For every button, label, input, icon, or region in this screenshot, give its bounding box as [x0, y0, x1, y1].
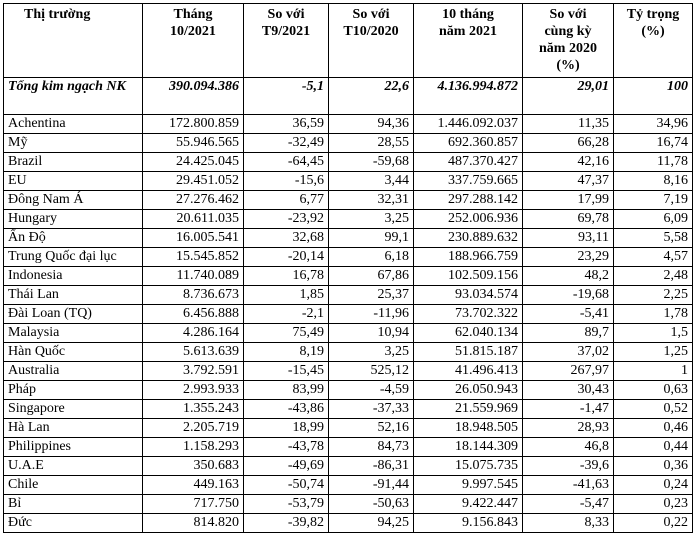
table-row [4, 457, 693, 476]
vs-same-period: -41,63 [523, 476, 614, 495]
header-line: cùng kỳ [544, 24, 592, 39]
header-line: 10/2021 [170, 24, 216, 39]
import-market-table [3, 3, 693, 533]
vs-same-period: 46,8 [523, 438, 614, 457]
vs-prev-year-month: -37,33 [329, 400, 414, 419]
share: 0,23 [614, 495, 693, 514]
month-value: 55.946.565 [143, 134, 244, 153]
month-value: 16.005.541 [143, 229, 244, 248]
market-name: Ấn Độ [4, 229, 143, 248]
share: 0,46 [614, 419, 693, 438]
vs-same-period: -5,41 [523, 305, 614, 324]
vs-prev-month: -49,69 [244, 457, 329, 476]
header-line: năm 2021 [439, 24, 497, 39]
header-ten-month [414, 4, 523, 78]
vs-prev-year-month: 84,73 [329, 438, 414, 457]
vs-prev-year-month: -11,96 [329, 305, 414, 324]
vs-prev-month: -15,45 [244, 362, 329, 381]
vs-prev-year-month: 3,25 [329, 343, 414, 362]
market-name: Indonesia [4, 267, 143, 286]
vs-prev-month: 36,59 [244, 115, 329, 134]
ten-month-value: 18.948.505 [414, 419, 523, 438]
vs-prev-month: -39,82 [244, 514, 329, 533]
ten-month-value: 18.144.309 [414, 438, 523, 457]
month-value: 27.276.462 [143, 191, 244, 210]
vs-prev-year-month: -91,44 [329, 476, 414, 495]
share: 0,24 [614, 476, 693, 495]
vs-prev-month: -15,6 [244, 172, 329, 191]
table-row [4, 400, 693, 419]
vs-prev-month: -43,86 [244, 400, 329, 419]
vs-prev-month: 6,77 [244, 191, 329, 210]
market-name: Hungary [4, 210, 143, 229]
total-vs-prev-month: -5,1 [244, 78, 329, 115]
header-vs-t10 [329, 4, 414, 78]
total-label: Tổng kim ngạch NK [4, 78, 143, 115]
ten-month-value: 230.889.632 [414, 229, 523, 248]
ten-month-value: 62.040.134 [414, 324, 523, 343]
market-name: Trung Quốc đại lục [4, 248, 143, 267]
header-vs-same-period [523, 4, 614, 78]
ten-month-value: 1.446.092.037 [414, 115, 523, 134]
vs-prev-month: -20,14 [244, 248, 329, 267]
month-value: 1.355.243 [143, 400, 244, 419]
vs-prev-year-month: 28,55 [329, 134, 414, 153]
table-row [4, 115, 693, 134]
total-vs-same-period: 29,01 [523, 78, 614, 115]
month-value: 449.163 [143, 476, 244, 495]
header-market [4, 4, 143, 78]
ten-month-value: 102.509.156 [414, 267, 523, 286]
table-row [4, 286, 693, 305]
vs-same-period: 28,93 [523, 419, 614, 438]
vs-same-period: 48,2 [523, 267, 614, 286]
vs-same-period: 69,78 [523, 210, 614, 229]
vs-same-period: 17,99 [523, 191, 614, 210]
table-row [4, 305, 693, 324]
vs-prev-month: -53,79 [244, 495, 329, 514]
month-value: 2.993.933 [143, 381, 244, 400]
table-row [4, 210, 693, 229]
share: 6,09 [614, 210, 693, 229]
ten-month-value: 692.360.857 [414, 134, 523, 153]
ten-month-value: 73.702.322 [414, 305, 523, 324]
share: 0,36 [614, 457, 693, 476]
vs-prev-year-month: 52,16 [329, 419, 414, 438]
vs-same-period: 66,28 [523, 134, 614, 153]
share: 0,63 [614, 381, 693, 400]
vs-same-period: -39,6 [523, 457, 614, 476]
header-line: Tỷ trọng [626, 7, 680, 22]
header-share [614, 4, 693, 78]
ten-month-value: 9.997.545 [414, 476, 523, 495]
ten-month-value: 15.075.735 [414, 457, 523, 476]
table-row [4, 343, 693, 362]
header-line: T10/2020 [343, 24, 399, 39]
month-value: 3.792.591 [143, 362, 244, 381]
header-line: T9/2021 [261, 24, 311, 39]
share: 2,25 [614, 286, 693, 305]
vs-prev-month: -43,78 [244, 438, 329, 457]
table-row [4, 362, 693, 381]
share: 1,78 [614, 305, 693, 324]
table-row [4, 134, 693, 153]
vs-prev-year-month: 67,86 [329, 267, 414, 286]
vs-prev-year-month: -4,59 [329, 381, 414, 400]
table-row [4, 324, 693, 343]
month-value: 20.611.035 [143, 210, 244, 229]
market-name: Philippines [4, 438, 143, 457]
market-name: Thái Lan [4, 286, 143, 305]
market-name: Singapore [4, 400, 143, 419]
vs-same-period: 89,7 [523, 324, 614, 343]
header-line: Thị trường [24, 7, 91, 22]
ten-month-value: 487.370.427 [414, 153, 523, 172]
vs-prev-year-month: 99,1 [329, 229, 414, 248]
ten-month-value: 188.966.759 [414, 248, 523, 267]
month-value: 5.613.639 [143, 343, 244, 362]
ten-month-value: 297.288.142 [414, 191, 523, 210]
market-name: Australia [4, 362, 143, 381]
share: 2,48 [614, 267, 693, 286]
header-line: (%) [641, 24, 665, 39]
vs-prev-month: 83,99 [244, 381, 329, 400]
vs-same-period: 42,16 [523, 153, 614, 172]
ten-month-value: 21.559.969 [414, 400, 523, 419]
market-name: Đông Nam Á [4, 191, 143, 210]
month-value: 8.736.673 [143, 286, 244, 305]
ten-month-value: 9.422.447 [414, 495, 523, 514]
ten-month-value: 337.759.665 [414, 172, 523, 191]
month-value: 2.205.719 [143, 419, 244, 438]
table-row [4, 476, 693, 495]
market-name: Malaysia [4, 324, 143, 343]
share: 0,22 [614, 514, 693, 533]
table-header [4, 4, 693, 78]
table-row [4, 495, 693, 514]
table-row [4, 172, 693, 191]
vs-prev-year-month: -59,68 [329, 153, 414, 172]
market-name: Bỉ [4, 495, 143, 514]
vs-same-period: -5,47 [523, 495, 614, 514]
table-body [4, 78, 693, 533]
share: 16,74 [614, 134, 693, 153]
vs-same-period: -19,68 [523, 286, 614, 305]
vs-prev-year-month: 94,36 [329, 115, 414, 134]
market-name: Đức [4, 514, 143, 533]
vs-prev-year-month: 3,44 [329, 172, 414, 191]
vs-prev-month: 75,49 [244, 324, 329, 343]
market-name: Brazil [4, 153, 143, 172]
header-line: 10 tháng [442, 7, 494, 22]
total-share: 100 [614, 78, 693, 115]
share: 0,52 [614, 400, 693, 419]
total-vs-prev-year-month: 22,6 [329, 78, 414, 115]
ten-month-value: 93.034.574 [414, 286, 523, 305]
vs-same-period: 8,33 [523, 514, 614, 533]
month-value: 350.683 [143, 457, 244, 476]
share: 4,57 [614, 248, 693, 267]
vs-same-period: 23,29 [523, 248, 614, 267]
share: 5,58 [614, 229, 693, 248]
vs-prev-month: -50,74 [244, 476, 329, 495]
vs-prev-month: 18,99 [244, 419, 329, 438]
vs-prev-month: 8,19 [244, 343, 329, 362]
ten-month-value: 41.496.413 [414, 362, 523, 381]
share: 1,25 [614, 343, 693, 362]
vs-prev-year-month: 94,25 [329, 514, 414, 533]
share: 7,19 [614, 191, 693, 210]
vs-prev-month: 1,85 [244, 286, 329, 305]
vs-prev-month: 16,78 [244, 267, 329, 286]
header-line: So với [267, 7, 305, 22]
header-line: Tháng [173, 7, 213, 22]
vs-prev-month: -23,92 [244, 210, 329, 229]
table-row [4, 267, 693, 286]
vs-same-period: 47,37 [523, 172, 614, 191]
month-value: 24.425.045 [143, 153, 244, 172]
market-name: U.A.E [4, 457, 143, 476]
vs-prev-month: -2,1 [244, 305, 329, 324]
share: 0,44 [614, 438, 693, 457]
table-row [4, 248, 693, 267]
month-value: 15.545.852 [143, 248, 244, 267]
share: 11,78 [614, 153, 693, 172]
header-line: So với [352, 7, 390, 22]
vs-prev-year-month: 3,25 [329, 210, 414, 229]
header-line: (%) [556, 58, 580, 73]
ten-month-value: 252.006.936 [414, 210, 523, 229]
vs-prev-year-month: 525,12 [329, 362, 414, 381]
month-value: 717.750 [143, 495, 244, 514]
header-line: So với [549, 7, 587, 22]
vs-prev-year-month: -86,31 [329, 457, 414, 476]
table-row [4, 229, 693, 248]
table-row [4, 438, 693, 457]
month-value: 814.820 [143, 514, 244, 533]
month-value: 6.456.888 [143, 305, 244, 324]
header-vs-t9 [244, 4, 329, 78]
share: 1,5 [614, 324, 693, 343]
table-row [4, 419, 693, 438]
header-line: năm 2020 [539, 41, 597, 56]
vs-prev-month: -64,45 [244, 153, 329, 172]
market-name: Hàn Quốc [4, 343, 143, 362]
month-value: 29.451.052 [143, 172, 244, 191]
share: 1 [614, 362, 693, 381]
total-month-value: 390.094.386 [143, 78, 244, 115]
table-row [4, 381, 693, 400]
vs-prev-month: -32,49 [244, 134, 329, 153]
header-row [4, 4, 693, 78]
market-name: Achentina [4, 115, 143, 134]
vs-same-period: -1,47 [523, 400, 614, 419]
vs-same-period: 93,11 [523, 229, 614, 248]
vs-same-period: 11,35 [523, 115, 614, 134]
market-name: Pháp [4, 381, 143, 400]
vs-same-period: 37,02 [523, 343, 614, 362]
share: 34,96 [614, 115, 693, 134]
vs-prev-month: 32,68 [244, 229, 329, 248]
month-value: 11.740.089 [143, 267, 244, 286]
vs-prev-year-month: 32,31 [329, 191, 414, 210]
market-name: Mỹ [4, 134, 143, 153]
table-row [4, 514, 693, 533]
vs-same-period: 30,43 [523, 381, 614, 400]
share: 8,16 [614, 172, 693, 191]
vs-prev-year-month: 6,18 [329, 248, 414, 267]
market-name: Đài Loan (TQ) [4, 305, 143, 324]
vs-prev-year-month: 10,94 [329, 324, 414, 343]
total-row [4, 78, 693, 115]
total-ten-month-value: 4.136.994.872 [414, 78, 523, 115]
ten-month-value: 51.815.187 [414, 343, 523, 362]
vs-prev-year-month: 25,37 [329, 286, 414, 305]
month-value: 172.800.859 [143, 115, 244, 134]
market-name: Chile [4, 476, 143, 495]
ten-month-value: 26.050.943 [414, 381, 523, 400]
market-name: Hà Lan [4, 419, 143, 438]
market-name: EU [4, 172, 143, 191]
table-row [4, 153, 693, 172]
vs-prev-year-month: -50,63 [329, 495, 414, 514]
month-value: 4.286.164 [143, 324, 244, 343]
header-month [143, 4, 244, 78]
month-value: 1.158.293 [143, 438, 244, 457]
ten-month-value: 9.156.843 [414, 514, 523, 533]
table-row [4, 191, 693, 210]
vs-same-period: 267,97 [523, 362, 614, 381]
